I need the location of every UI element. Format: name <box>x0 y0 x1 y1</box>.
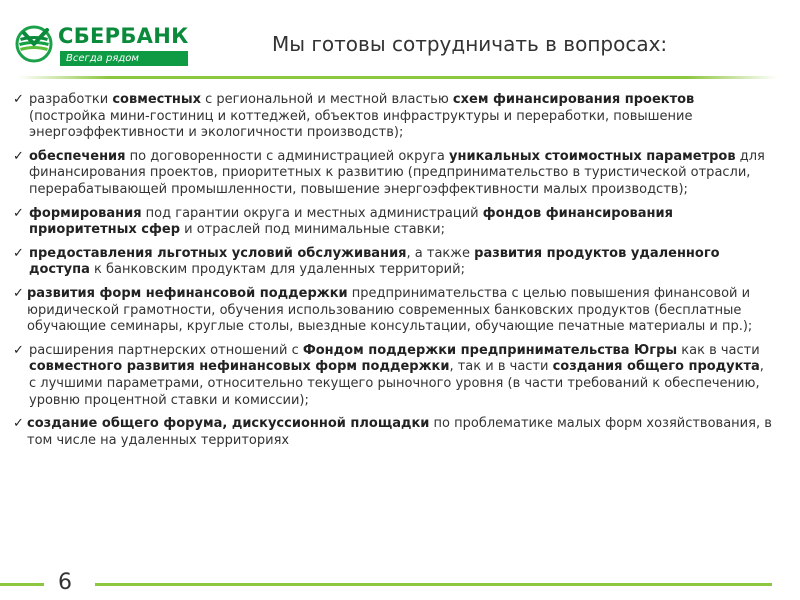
list-item <box>13 286 775 336</box>
check-mark-icon: ✓ <box>13 92 24 107</box>
emphasis-text: обеспечения <box>29 148 126 164</box>
footer-divider-right <box>95 583 772 586</box>
page-number: 6 <box>58 570 72 595</box>
body-text: под гарантии округа и местных администраций <box>141 205 483 221</box>
body-text: как в части <box>677 342 760 358</box>
emphasis-text: развития форм нефинансовой поддержки <box>27 285 348 301</box>
emphasis-text: развития продуктов удаленного доступа <box>29 245 720 278</box>
list-item <box>13 206 775 239</box>
logo-wordmark: СБЕРБАНК <box>58 24 189 48</box>
emphasis-text: предоставления льготных условий обслуживания <box>29 245 407 261</box>
check-mark-icon: ✓ <box>13 416 24 432</box>
emphasis-text: совместного развития нефинансовых форм поддержки <box>29 359 450 375</box>
body-text: по проблематике малых форм хозяйствования, в том числе на удаленных территориях <box>27 416 772 448</box>
body-text: для финансирования проектов, приоритетных к развитию (предпринимательство в туристической отрасли, перерабатывающей промышленности, повышение энергоэффективности малых производств); <box>29 148 765 197</box>
body-text: разработки <box>29 92 113 107</box>
emphasis-text: фондов финансирования приоритетных сфер <box>29 205 673 238</box>
check-mark-icon: ✓ <box>13 148 24 164</box>
body-text: (постройка мини-гостиниц и коттеджей, объектов инфраструктуры и переработки, повышение энергоэффективности и экологичности производств); <box>29 108 693 141</box>
emphasis-text: создание общего форума, дискуссионной площадки <box>27 416 430 432</box>
footer-divider-left <box>0 583 44 586</box>
emphasis-text: создания общего продукта <box>552 359 760 375</box>
sberbank-logo <box>14 22 199 72</box>
list-item <box>13 343 775 409</box>
body-text: с региональной и местной властью <box>201 92 453 107</box>
sberbank-emblem-icon <box>14 24 54 64</box>
check-mark-icon: ✓ <box>13 285 24 301</box>
emphasis-text: совместных <box>112 92 201 107</box>
check-mark-icon: ✓ <box>13 342 24 358</box>
list-item <box>13 92 775 142</box>
logo-slogan: Всегда рядом <box>60 51 188 66</box>
body-text: расширения партнерских отношений с <box>29 342 303 358</box>
body-text: по договоренности с администрацией округа <box>125 148 450 164</box>
emphasis-text: Фондом поддержки предпринимательства Югры <box>302 342 678 358</box>
list-item <box>13 149 775 199</box>
body-text: к банковским продуктам для удаленных территорий; <box>89 262 465 278</box>
check-mark-icon: ✓ <box>13 245 24 261</box>
list-item <box>13 416 775 449</box>
body-text: и отраслей под минимальные ставки; <box>180 222 445 238</box>
page-title: Мы готовы сотрудничать в вопросах: <box>272 32 668 56</box>
cooperation-list <box>13 92 775 449</box>
check-mark-icon: ✓ <box>13 205 24 221</box>
body-text: , так и в части <box>449 359 553 375</box>
list-item <box>13 246 775 279</box>
body-text: , с лучшими параметрами, относительно текущего рыночного уровня (в части требований к обеспечению, уровню процентной ставки и комиссии); <box>29 359 764 408</box>
header-divider <box>18 76 778 79</box>
body-text: , а также <box>406 245 475 261</box>
body-text: предпринимательства с целью повышения финансовой и юридической грамотности, обучения использованию современных банковских продуктов (бесплатные обучающие семинары, круглые столы, выездные консультации, обучающие печатные материалы и пр.); <box>27 285 753 335</box>
emphasis-text: уникальных стоимостных параметров <box>449 148 736 164</box>
emphasis-text: схем финансирования проектов <box>452 92 695 107</box>
emphasis-text: формирования <box>29 205 142 221</box>
